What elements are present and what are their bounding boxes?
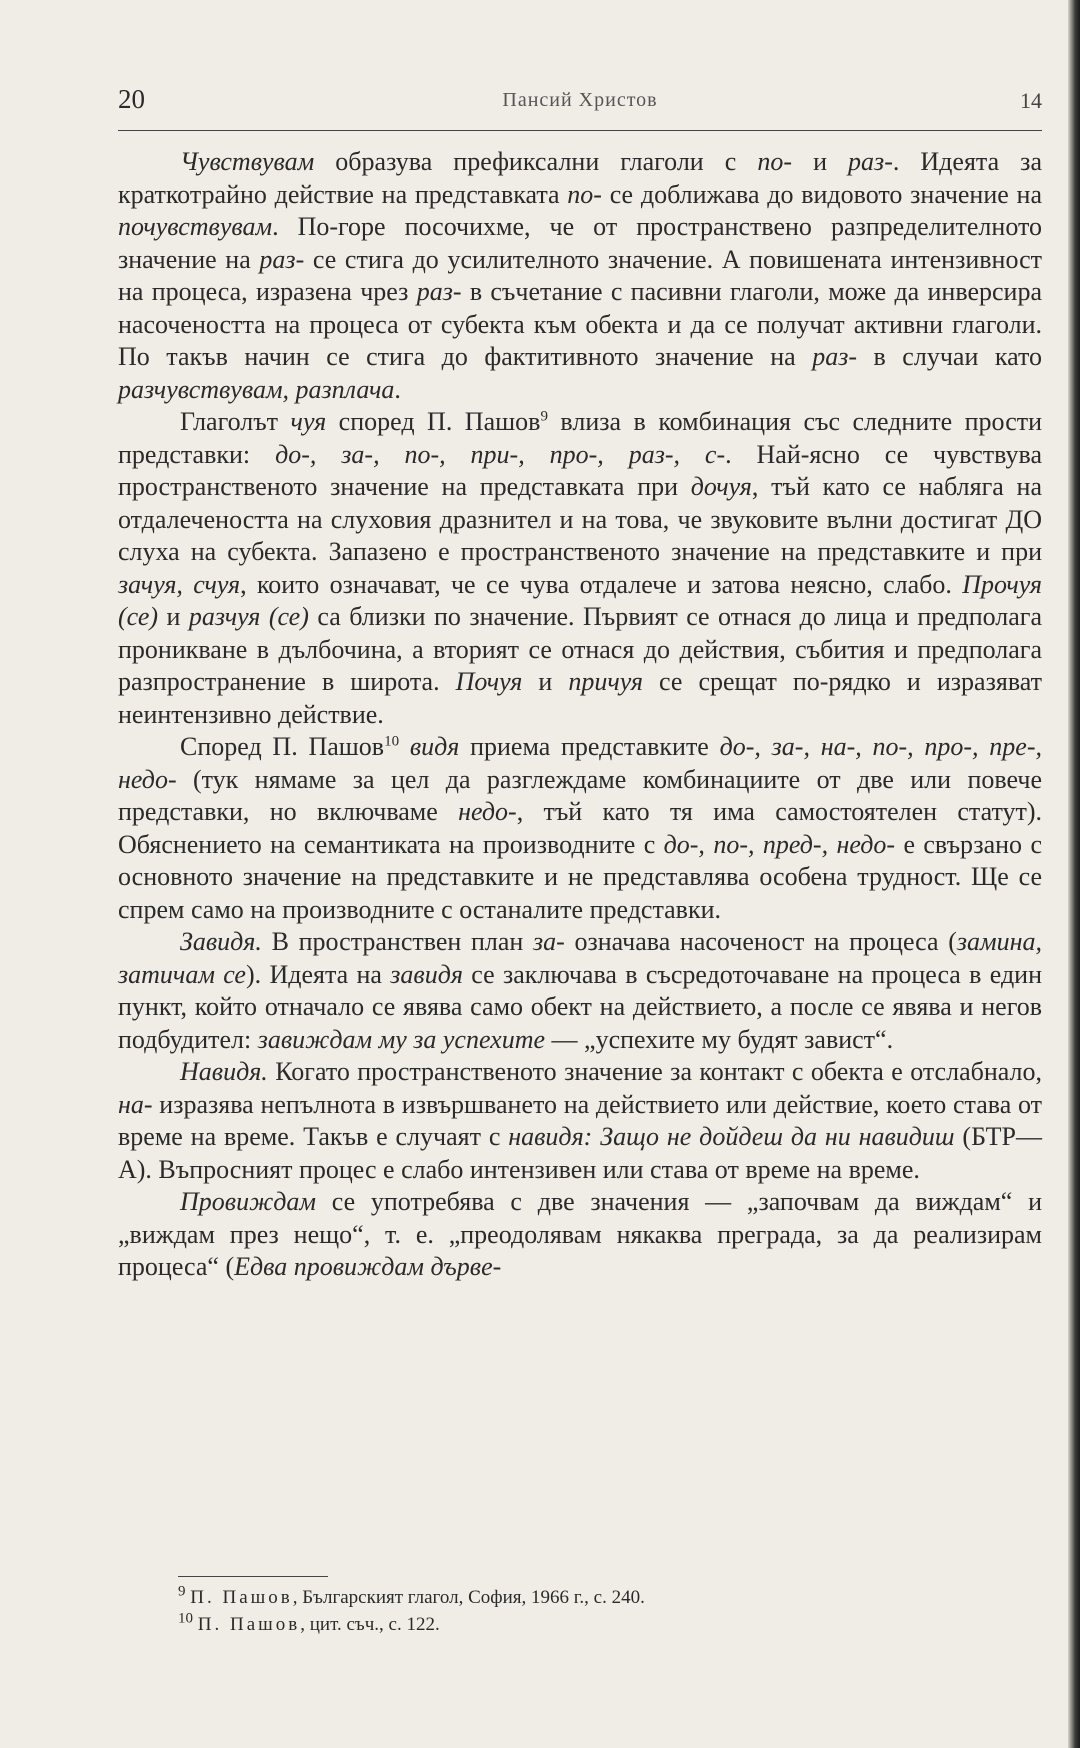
text-run: се заключава в съсредоточаване на процеса в един пункт, който отначало се явява само обект на действието, а после се явява и негов подбудител: (118, 959, 1043, 1054)
italic-term: зачуя, счуя (118, 569, 241, 599)
text-run: и (158, 602, 189, 631)
italic-term: Завидя. (180, 927, 262, 956)
text-run: Според П. Пашов (180, 732, 385, 761)
text-run: . Идеята за краткотрайно действие на представката (118, 147, 1042, 209)
italic-term: Провиждам (180, 1187, 316, 1216)
page-number: 20 (118, 84, 145, 114)
italic-term: Навидя. (180, 1057, 268, 1086)
italic-term: Почуя (455, 667, 523, 696)
text-run: влиза в комбинация със следните прости представки: (118, 407, 1043, 469)
text-run: означава насоченост на процеса ( (564, 927, 957, 956)
text-run: . По-горе посочихме, че от пространствено разпределителното значение на (118, 212, 1042, 274)
page-edge-shadow (1068, 0, 1080, 1748)
footnotes (178, 1584, 1038, 1638)
italic-term: причуя (568, 667, 644, 696)
text-run: , тъй като тя има самостоятелен статут). Обяснението на семантиката на производните с (118, 797, 1042, 859)
italic-term: завидя (390, 959, 463, 989)
footnote-ref: 9 (540, 408, 548, 425)
italic-term: раз- (848, 147, 893, 176)
footnote-ref: 10 (384, 733, 400, 750)
text-run: са близки по значение. Първият се отнася до лица и предполага проникване в дълбочина, а вторият се отнася до действия, събития и предполага разпространение в широта. (118, 602, 1043, 696)
footnote (178, 1611, 1038, 1638)
text-run: Когато пространственото значение за контакт с обекта е отслабнало, (267, 1057, 1042, 1086)
text-run (399, 732, 410, 761)
text-run: в случаи като (857, 342, 1042, 371)
text-run: се доближава до видовото значение на (601, 179, 1042, 209)
paragraph (118, 731, 1042, 926)
text-run: Глаголът (180, 407, 291, 436)
italic-term: до-, за-, на-, по-, про-, пре-, недо- (118, 732, 1042, 794)
header-author: Пансий Христов (502, 89, 658, 111)
italic-term: по- (757, 147, 793, 176)
footnote-author: П. Пашов (190, 1587, 293, 1608)
footnote-number: 9 (178, 1583, 186, 1600)
footnote-author: П. Пашов (197, 1614, 301, 1635)
text-run: (тук нямаме за цел да разглеждаме комбинациите от две или повече представки, но включваме (118, 764, 1042, 826)
section-number: 14 (1020, 88, 1042, 113)
footnote-text: , Българският глагол, София, 1966 г., с. 240. (292, 1587, 645, 1608)
italic-term: до-, по-, пред-, недо- (663, 829, 896, 859)
italic-term: Чувствувам (180, 147, 315, 176)
paragraph (118, 146, 1042, 406)
body-text (118, 146, 1042, 1284)
italic-term: по- (567, 179, 602, 209)
text-run: в съчетание с пасивни глаголи, може да инверсира насочеността на процеса от субекта към обекта и да се получат активни глаголи. По такъв начин се стига до фактитивното значение на (118, 277, 1042, 371)
italic-term: на- (118, 1089, 153, 1119)
italic-term: раз- (416, 277, 462, 306)
italic-term: завиждам му за успехите (257, 1024, 546, 1054)
italic-term: разчувствувам, разплача (118, 374, 395, 404)
footnote-rule (178, 1576, 328, 1577)
header-rule (118, 130, 1042, 131)
italic-term: замина, затичам се (118, 927, 1043, 989)
italic-term: недо- (458, 797, 517, 826)
footnote (178, 1584, 1038, 1611)
footnote-text: , цит. съч., с. 122. (300, 1614, 440, 1635)
italic-term: до-, за-, по-, при-, про-, раз-, с- (275, 439, 726, 469)
text-run: е свързано с основното значение на представките и не представлява особена трудност. Ще се спрем само на производните с останалите представки. (118, 829, 1042, 924)
text-run: , които означават, че се чува отдалече и затова неясно, слабо. (240, 569, 963, 599)
text-run: се срещат по-рядко и изразяват неинтензивно действие. (118, 667, 1042, 729)
text-run: и (522, 667, 569, 696)
paragraph (118, 1056, 1042, 1186)
text-run: изразява непълнота в извършването на действието или действие, което става от време на време. Такъв е случаят с (118, 1089, 1042, 1151)
running-header (118, 84, 1042, 124)
text-run: — „успехите му будят завист“. (545, 1024, 894, 1054)
text-run: . (394, 374, 401, 404)
text-run: ). Идеята на (245, 959, 391, 989)
paragraph (118, 926, 1042, 1056)
italic-term: за- (533, 927, 565, 956)
text-run: образува префиксални глаголи с (314, 147, 758, 176)
italic-term: раз- (259, 244, 305, 274)
italic-term: Прочуя (се) (118, 569, 1042, 631)
italic-term: Едва провиждам дърве- (234, 1252, 502, 1281)
italic-term: чуя (290, 407, 327, 436)
text-run: и (792, 147, 849, 176)
italic-term: разчуя (се) (188, 602, 309, 631)
italic-term: почувствувам (118, 212, 273, 241)
text-run: се употребява с две значения — „започвам да виждам“ и „виждам през нещо“, т. е. „преодолявам някаква преграда, за да реализирам процеса“ ( (118, 1187, 1042, 1281)
text-run: (БТР—А). Въпросният процес е слабо интензивен или става от време на време. (118, 1122, 1042, 1184)
footnote-number: 10 (178, 1610, 193, 1627)
paragraph (118, 406, 1042, 731)
italic-term: навидя: Защо не дойдеш да ни навидиш (508, 1122, 955, 1151)
text-run: , тъй като се набляга на отдалечеността на слуховия дразнител и на това, че звуковите вълни достигат ДО слуха на субекта. Запазено е пространственото значение на представките и при (118, 472, 1043, 566)
text-run: В пространствен план (261, 927, 533, 956)
text-run: . Най-ясно се чувствува пространственото значение на представката при (118, 439, 1042, 501)
text-run: приема представките (459, 732, 720, 761)
italic-term: раз- (812, 342, 857, 371)
italic-term: дочуя (690, 472, 752, 501)
paragraph (118, 1186, 1042, 1284)
italic-term: видя (409, 732, 460, 761)
text-run: според П. Пашов (326, 407, 541, 436)
text-run: се стига до усилителното значение. А повишената интензивност на процеса, изразена чрез (118, 244, 1043, 306)
